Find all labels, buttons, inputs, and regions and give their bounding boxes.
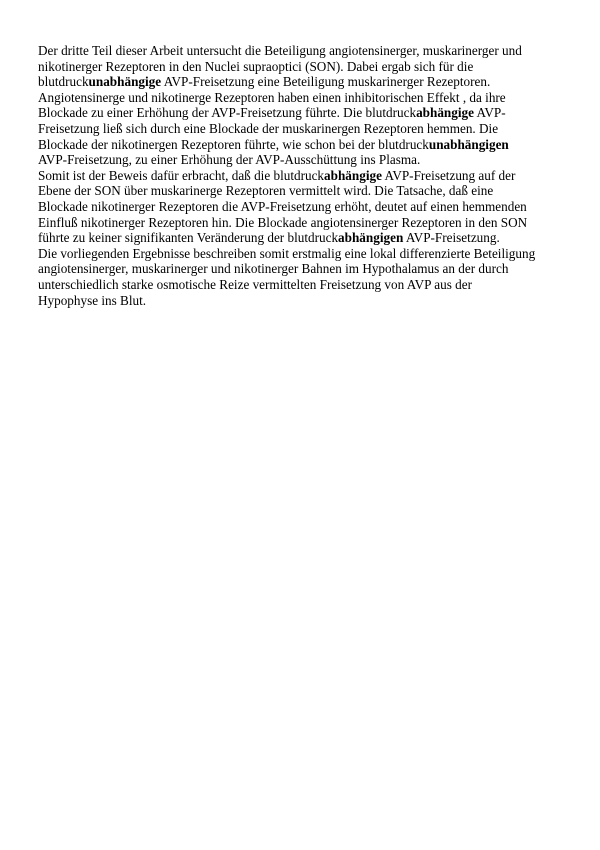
text-line [38, 246, 568, 262]
bold-text-run: abhängige [324, 167, 382, 183]
text-run: blutdruck [38, 74, 89, 90]
text-run: Freisetzung ließ sich durch eine Blockade der muskarinergen Rezeptoren hemmen. Die [38, 120, 499, 136]
text-run: AVP-Freisetzung. [403, 230, 500, 246]
text-run: AVP- [473, 105, 506, 121]
text-line [38, 90, 568, 106]
text-line [38, 152, 568, 168]
text-run: führte zu keiner signifikanten Veränderung der blutdruck [38, 230, 339, 246]
text-run: Blockade der nikotinergen Rezeptoren führte, wie schon bei der blutdruck [38, 136, 429, 152]
text-line [38, 261, 568, 277]
text-run: Angiotensinerge und nikotinerge Rezeptoren haben einen inhibitorischen Effekt , da ihre [38, 89, 506, 105]
text-line [38, 74, 568, 90]
text-line [38, 293, 568, 309]
body-text [38, 43, 568, 308]
text-line [38, 199, 568, 215]
text-run: Blockade zu einer Erhöhung der AVP-Freisetzung führte. Die blutdruck [38, 105, 417, 121]
text-line [38, 215, 568, 231]
text-run: AVP-Freisetzung, zu einer Erhöhung der AVP-Ausschüttung ins Plasma. [38, 152, 421, 168]
text-line [38, 183, 568, 199]
text-run: Ebene der SON über muskarinerge Rezeptoren vermittelt wird. Die Tatsache, daß eine [38, 183, 494, 199]
text-run: AVP-Freisetzung auf der [381, 167, 516, 183]
text-line [38, 230, 568, 246]
text-run: AVP-Freisetzung eine Beteiligung muskarinerger Rezeptoren. [161, 74, 491, 90]
text-run: Blockade nikotinerger Rezeptoren die AVP-Freisetzung erhöht, deutet auf einen hemmenden [38, 198, 527, 214]
bold-text-run: unabhängige [88, 74, 162, 90]
bold-text-run: unabhängigen [428, 136, 509, 152]
text-run: nikotinerger Rezeptoren in den Nuclei supraoptici (SON). Dabei ergab sich für die [38, 58, 474, 74]
text-run: Einfluß nikotinerger Rezeptoren hin. Die Blockade angiotensinerger Rezeptoren in den SON [38, 214, 528, 230]
text-line [38, 137, 568, 153]
text-run: Der dritte Teil dieser Arbeit untersucht die Beteiligung angiotensinerger, muskarinerger und [38, 43, 522, 58]
text-run: Hypophyse ins Blut. [38, 292, 147, 308]
bold-text-run: abhängige [416, 105, 474, 121]
text-run: Somit ist der Beweis dafür erbracht, daß die blutdruck [38, 167, 325, 183]
text-run: unterschiedlich starke osmotische Reize vermittelten Freisetzung von AVP aus der [38, 276, 472, 292]
text-run: angiotensinerger, muskarinerger und nikotinerger Bahnen im Hypothalamus an der durch [38, 261, 509, 277]
bold-text-run: abhängigen [338, 230, 404, 246]
text-line [38, 277, 568, 293]
text-line [38, 59, 568, 75]
text-line [38, 105, 568, 121]
text-run: Die vorliegenden Ergebnisse beschreiben somit erstmalig eine lokal differenzierte Beteiligung [38, 245, 536, 261]
text-line [38, 43, 568, 59]
text-line [38, 168, 568, 184]
text-line [38, 121, 568, 137]
